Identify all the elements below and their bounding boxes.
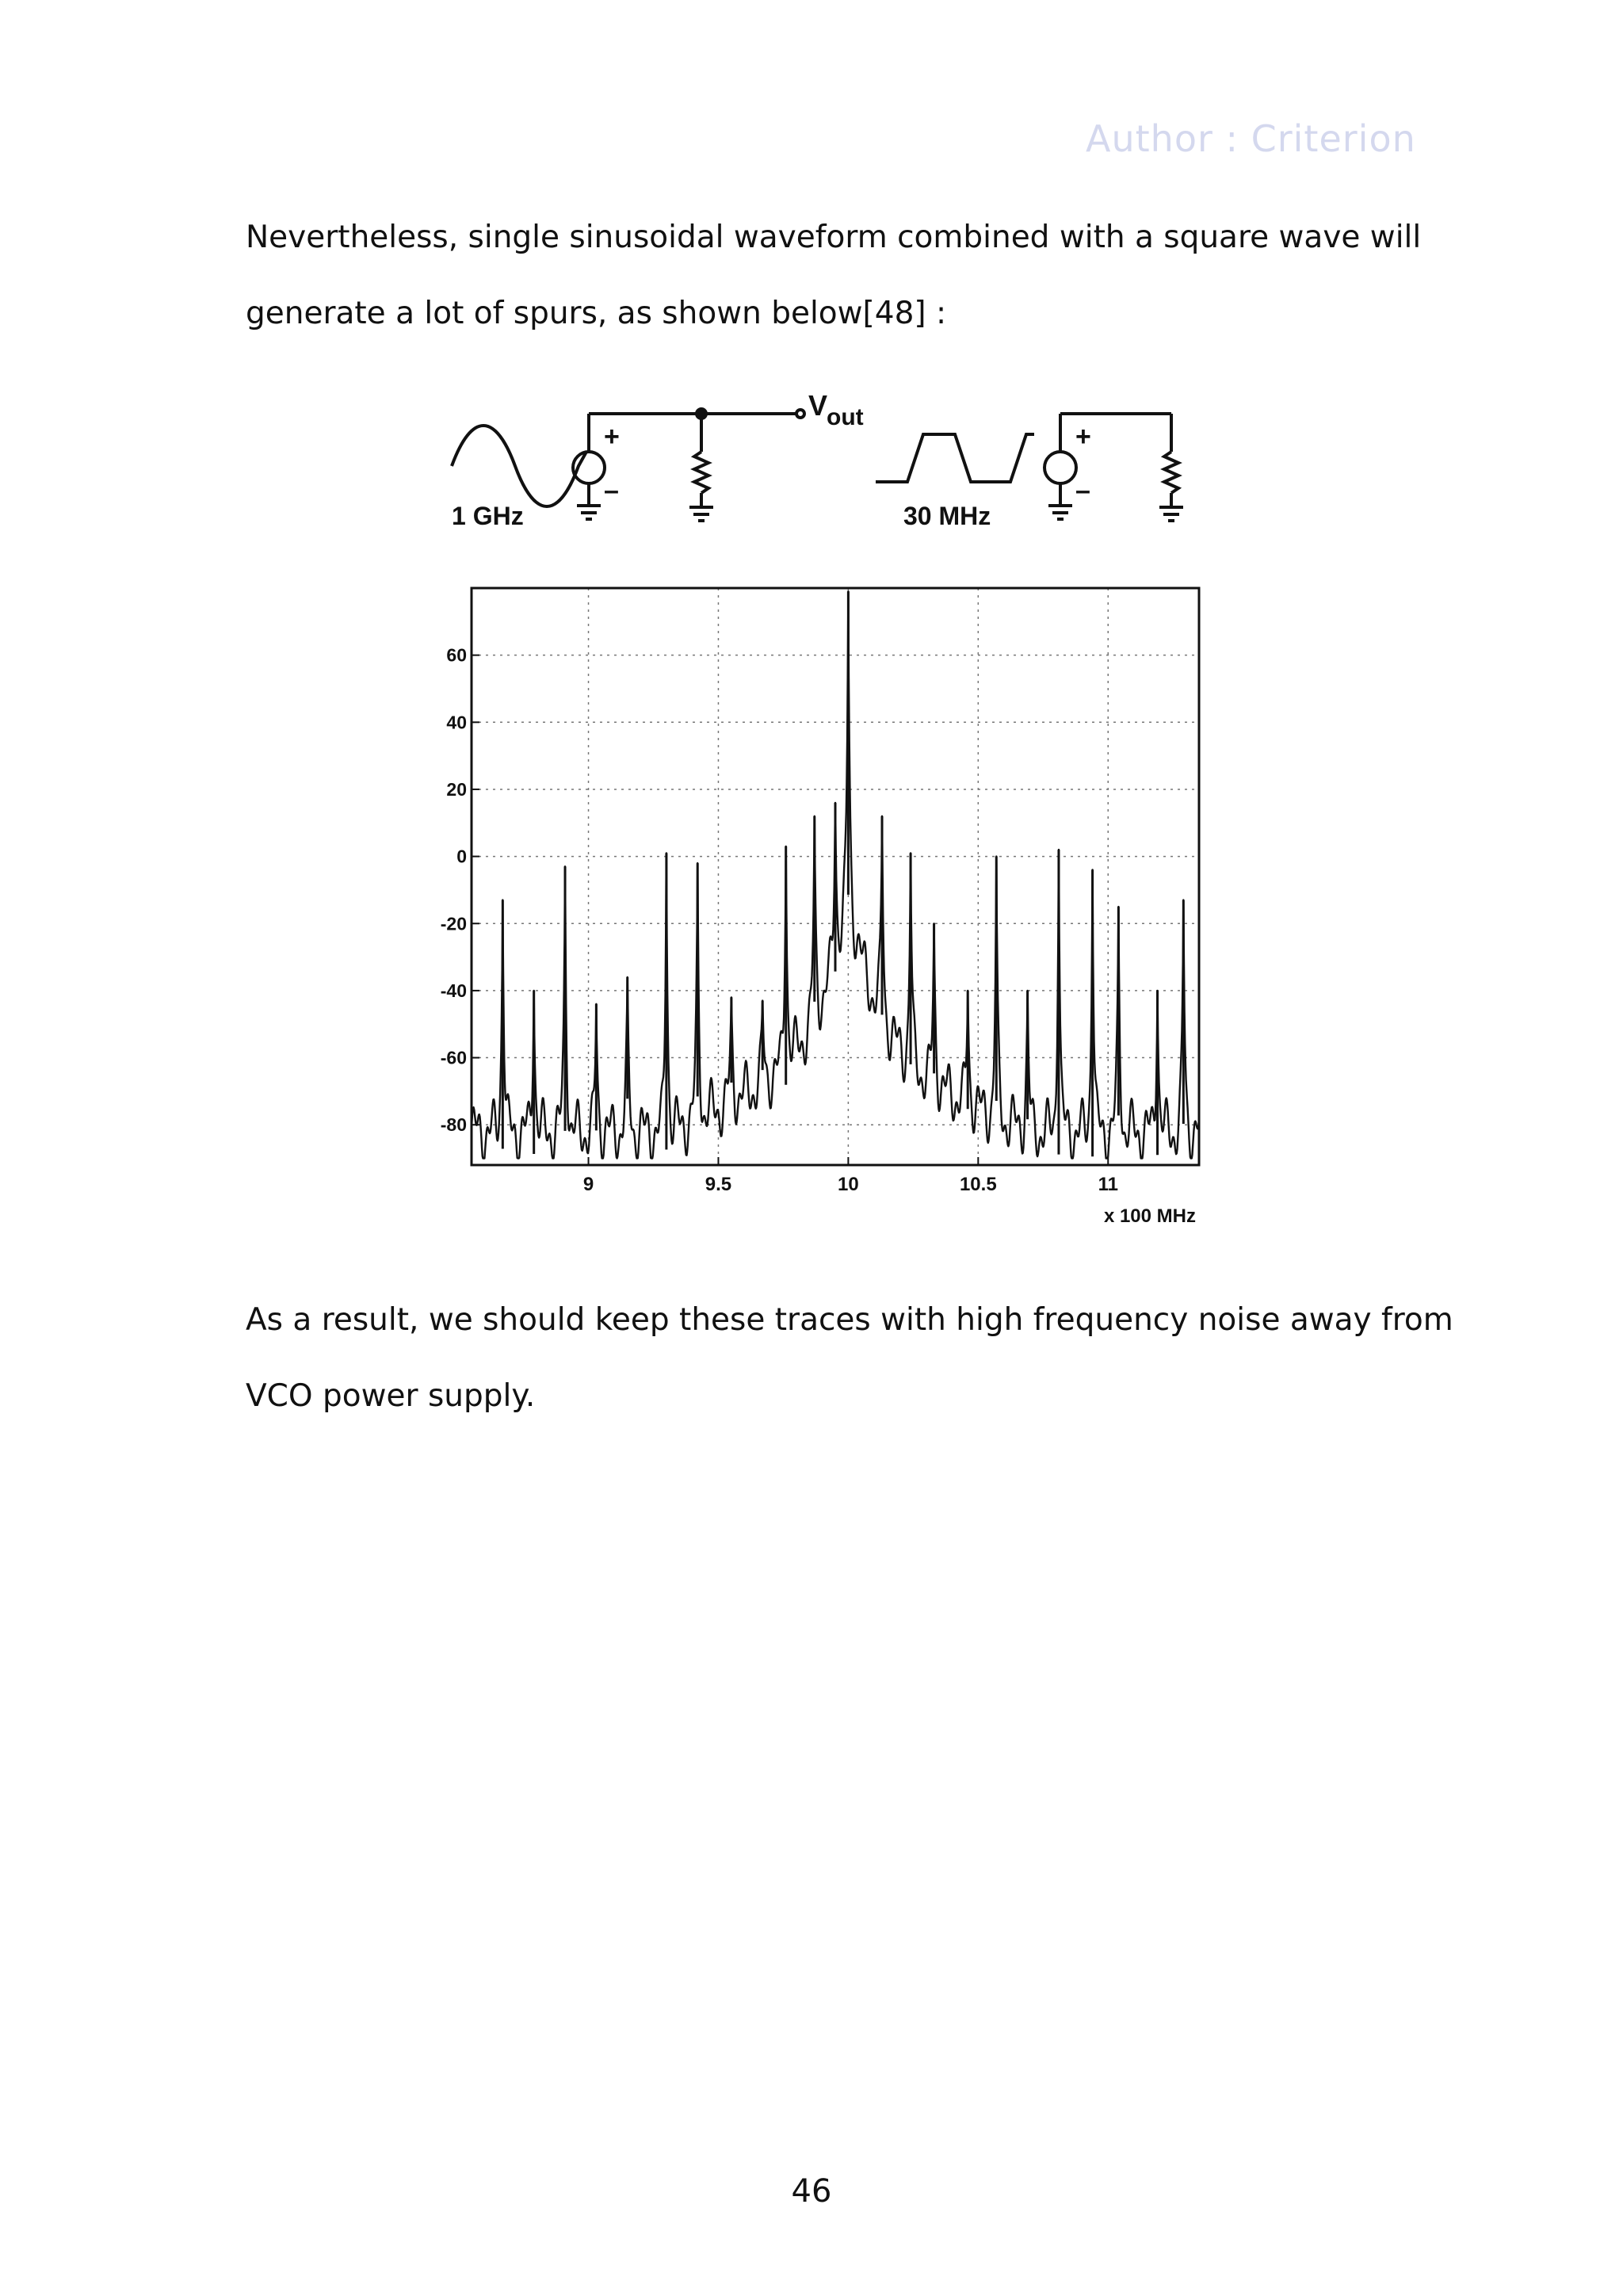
- y-tick-label: -80: [440, 1114, 467, 1136]
- paragraph-line: generate a lot of spurs, as shown below[48] :: [246, 296, 947, 331]
- x-tick-label: 10: [838, 1174, 859, 1195]
- x-tick-label: 9.5: [705, 1174, 732, 1195]
- y-tick-label: 20: [446, 778, 467, 800]
- author-watermark: Author : Criterion: [1086, 117, 1416, 160]
- page-number: 46: [791, 2173, 832, 2210]
- y-tick-label: 40: [446, 712, 467, 733]
- x-tick-label: 11: [1098, 1174, 1118, 1195]
- figure-canvas: [428, 388, 1236, 1236]
- y-tick-label: -40: [440, 980, 467, 1001]
- x-axis-label: x 100 MHz: [1103, 1205, 1196, 1227]
- paragraph-line: VCO power supply.: [246, 1378, 536, 1414]
- ground-icon: [1048, 506, 1072, 519]
- spur-figure: [428, 388, 1236, 1236]
- x-tick-label: 9: [582, 1174, 594, 1195]
- ground-icon: [689, 507, 713, 521]
- plus-sign-2: +: [1075, 422, 1091, 452]
- x-tick-label: 10.5: [959, 1174, 997, 1195]
- paragraph-intro: [246, 200, 1422, 352]
- resistor-1-icon: [694, 452, 708, 493]
- square-wave-icon: [876, 434, 1034, 482]
- ground-icon: [577, 506, 601, 519]
- voltage-source-2-icon: [1044, 452, 1076, 483]
- paragraph-line: As a result, we should keep these traces with high frequency noise away from: [246, 1302, 1453, 1338]
- vout-label-main: V: [808, 389, 828, 422]
- sine-wave-icon: [452, 426, 586, 506]
- ground-icon: [1159, 507, 1183, 521]
- paragraph-line: Nevertheless, single sinusoidal waveform combined with a square wave will: [246, 220, 1422, 255]
- circuit-schematic: [452, 409, 1183, 521]
- minus-sign-1: –: [604, 476, 619, 506]
- y-tick-label: -20: [440, 913, 467, 934]
- resistor-2-icon: [1164, 452, 1178, 493]
- minus-sign-2: –: [1075, 476, 1090, 506]
- paragraph-conclusion: [246, 1282, 1453, 1435]
- y-tick-label: -60: [440, 1047, 467, 1068]
- output-terminal-icon: [796, 410, 804, 418]
- y-tick-label: 60: [446, 644, 467, 666]
- y-tick-label: 0: [456, 846, 467, 867]
- plus-sign-1: +: [604, 422, 620, 452]
- source-2-label: 30 MHz: [903, 502, 991, 530]
- source-1-label: 1 GHz: [452, 502, 524, 530]
- vout-label-sub: out: [827, 404, 864, 430]
- spectrum-chart: [441, 588, 1199, 1227]
